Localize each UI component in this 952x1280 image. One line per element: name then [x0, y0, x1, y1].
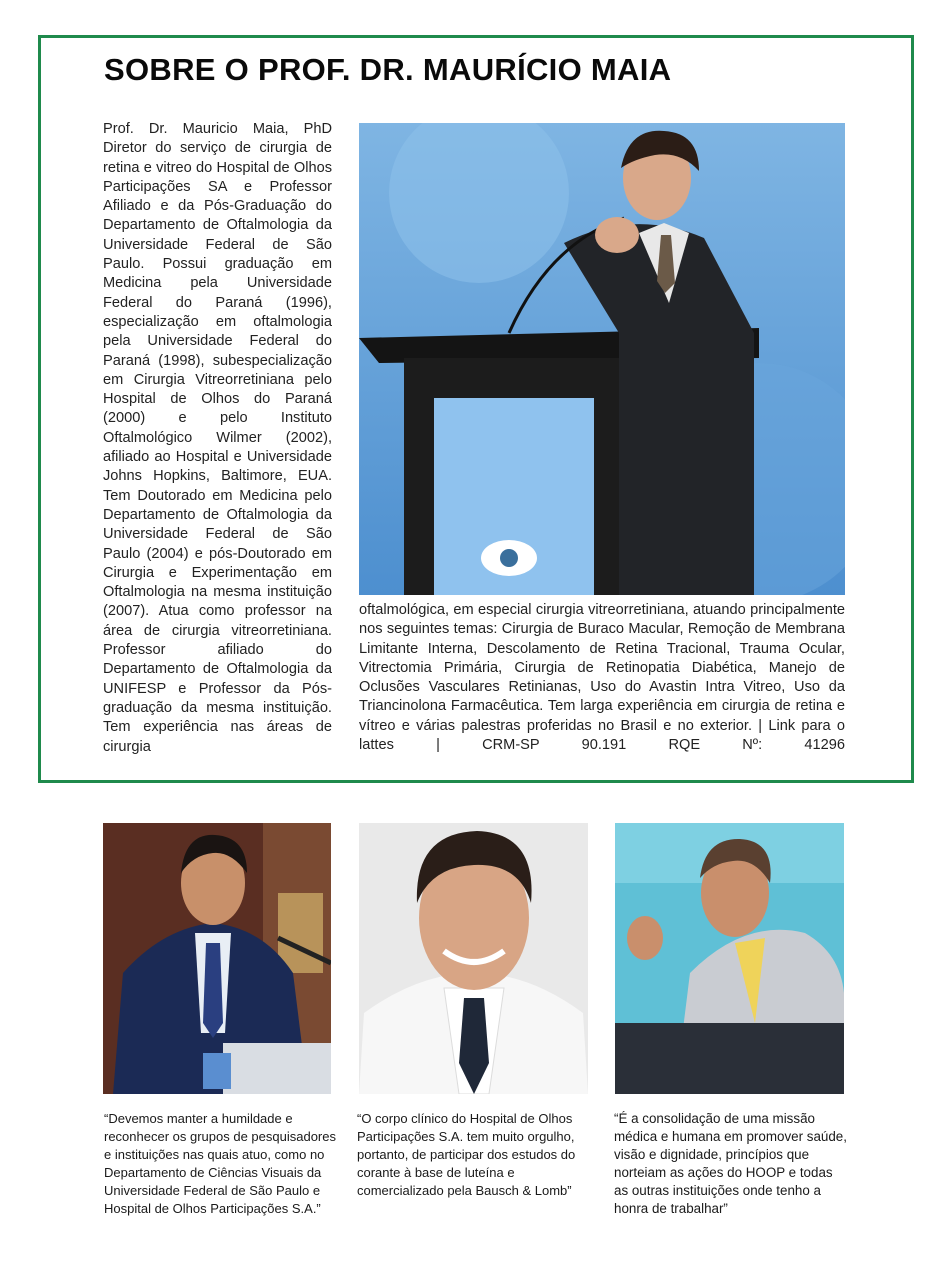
bio-text-right: oftalmológica, em especial cirurgia vitreorretiniana, atuando principalmente nos seguintes temas: Cirurgia de Buraco Macular, Remoção de Membrana Limitante Interna, Descolamento de Retina Tracional, Trauma Ocular, Vitrectomia Primária, Cirurgia de Retinopatia Diabética, Manejo de Oclusões Vasculares Retinianas, Uso do Avastin Intra Vitreo, Uso da Triancinolona Farmacêutica. Tem larga experiência em cirurgia de retina e vítreo e várias palestras proferidas no Brasil e no exterior. | Link para o lattes | CRM-SP 90.191 RQE Nº: 41296 [359, 602, 845, 754]
quote-1: “Devemos manter a humildade e reconhecer os grupos de pesquisadores e instituições nas quais atuo, como no Departamento de Ciências Visuais da Universidade Federal de São Paulo e Hospital de Olhos Participações S.A.” [104, 1111, 336, 1216]
doctor-portrait-photo [359, 823, 588, 1094]
quote-2: “O corpo clínico do Hospital de Olhos Participações S.A. tem muito orgulho, portanto, de participar dos estudos do corante à base de luteína e comercializado pela Bausch & Lomb” [357, 1111, 576, 1198]
quote-3: “É a consolidação de uma missão médica e humana em promover saúde, visão e dignidade, princípios que norteiam as ações do HOOP e todas as outras instituições onde tenho a honra de trabalhar” [614, 1111, 847, 1216]
bio-text-left: Prof. Dr. Mauricio Maia, PhD Diretor do serviço de cirurgia de retina e vitreo do Hospital de Olhos Participações SA e Professor Afiliado e da Pós-Graduação do Departamento de Oftalmologia da Universidade Federal de São Paulo. Possui graduação em Medicina pela Universidade Federal do Paraná (1996), especialização em oftalmologia pela Universidade Federal do Paraná (1998), subespecialização em Cirurgia Vitreorretiniana pelo Hospital de Olhos do Paraná (2000) e pelo Instituto Oftalmológico Wilmer (2002), afiliado ao Hospital e Universidade Johns Hopkins, Baltimore, EUA. Tem Doutorado em Medicina pelo Departamento de Oftalmologia da Universidade Federal de São Paulo (2004) e pós-Doutorado em Cirurgia e Experimentação em Oftalmologia na mesma instituição (2007). Atua como professor na área de cirurgia vitreorretiniana. Professor afiliado do Departamento de Oftalmologia da UNIFESP e Professor da Pós-graduação da mesma instituição. Tem experiência nas áreas de cirurgia [103, 121, 332, 755]
presenter-stage-photo [615, 823, 844, 1094]
speaker-podium-photo [359, 123, 845, 595]
speaker-microphone-photo [103, 823, 331, 1094]
page-title: SOBRE O PROF. DR. MAURÍCIO MAIA [104, 52, 672, 87]
